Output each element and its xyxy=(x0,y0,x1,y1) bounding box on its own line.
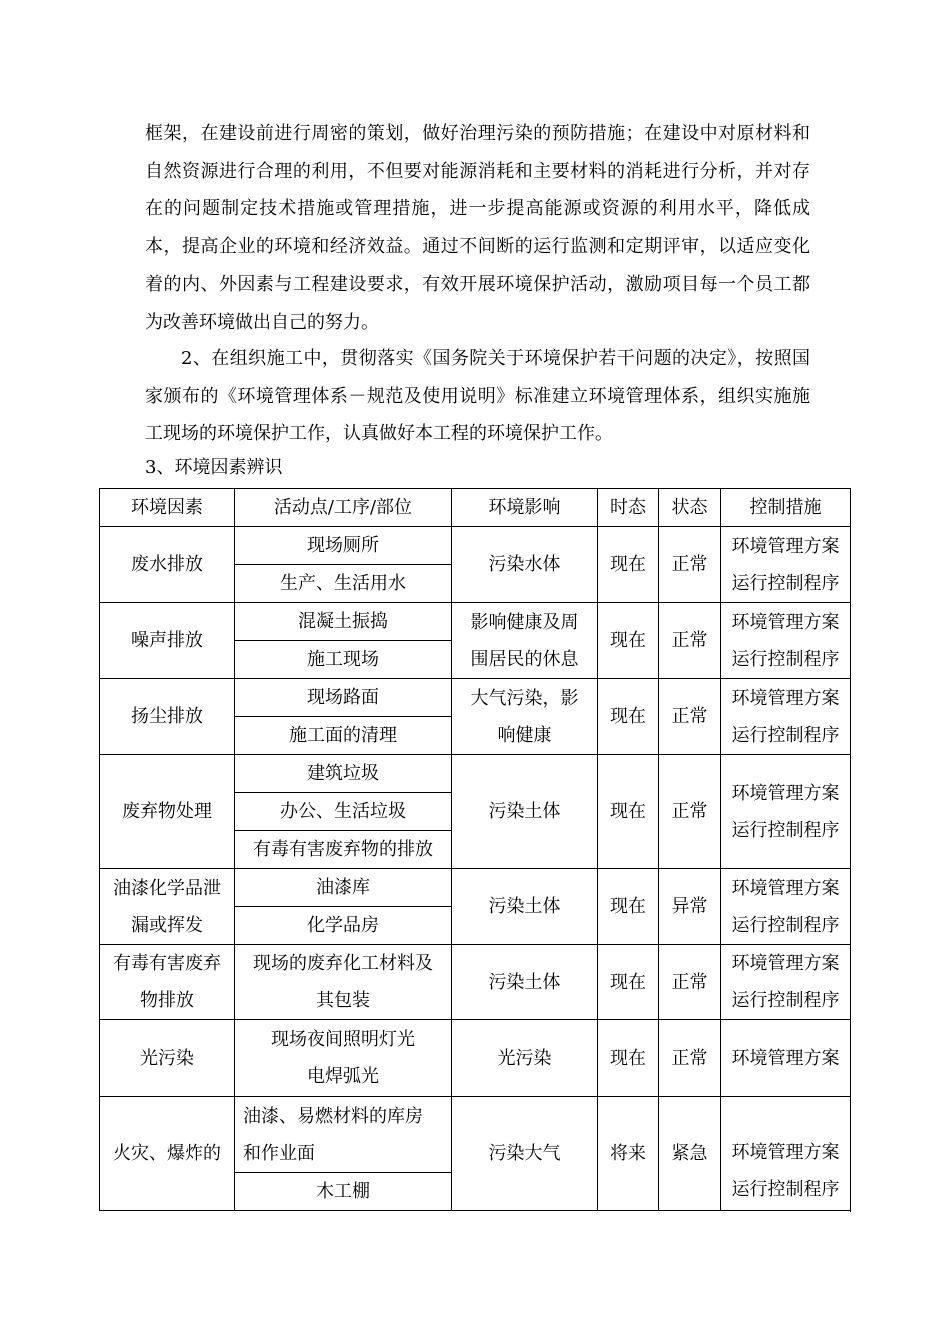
factor-line: 物排放 xyxy=(140,990,194,1011)
factor-cell: 噪声排放 xyxy=(100,603,235,679)
impact-line: 影响健康及周 xyxy=(470,611,579,633)
activity-cell: 办公、生活垃圾 xyxy=(235,793,452,831)
activity-cell: 有毒有害废弃物的排放 xyxy=(235,831,452,869)
control-line: 运行控制程序 xyxy=(731,1179,840,1200)
state-cell: 正常 xyxy=(659,603,721,679)
factor-line: 油漆化学品泄 xyxy=(113,877,221,899)
control-cell xyxy=(721,527,851,603)
activity-line: 现场夜间照明灯光 xyxy=(271,1029,415,1050)
activity-cell: 现场厕所 xyxy=(235,527,452,565)
state-cell: 正常 xyxy=(659,755,721,869)
state-cell: 正常 xyxy=(659,679,721,755)
impact-cell xyxy=(452,603,598,679)
activity-line: 电焊弧光 xyxy=(307,1066,379,1087)
control-cell xyxy=(721,1097,851,1211)
state-cell: 紧急 xyxy=(659,1097,721,1211)
tense-cell: 现在 xyxy=(598,755,659,869)
tense-cell: 现在 xyxy=(598,603,659,679)
activity-cell: 化学品房 xyxy=(235,907,452,945)
header-cell: 环境因素 xyxy=(100,489,235,527)
impact-line: 围居民的休息 xyxy=(470,648,579,670)
table-row xyxy=(100,603,851,641)
body-paragraph-2: 2、在组织施工中，贯彻落实《国务院关于环境保护若干问题的决定》，按照国家颁布的《环境管理体系－规范及使用说明》标准建立环境管理体系，组织实施施工现场的环境保护工作，认真做好本工程的环境保护工作。 xyxy=(145,348,810,445)
activity-cell: 建筑垃圾 xyxy=(235,755,452,793)
control-line: 运行控制程序 xyxy=(731,914,840,936)
control-line: 环境管理方案 xyxy=(731,611,840,633)
table-row xyxy=(100,945,851,1020)
activity-cell: 油漆库 xyxy=(235,869,452,907)
control-line: 环境管理方案 xyxy=(731,782,840,804)
impact-cell: 污染土体 xyxy=(452,945,598,1020)
control-line: 运行控制程序 xyxy=(731,819,840,841)
impact-line: 大气污染，影 xyxy=(470,687,579,709)
control-cell xyxy=(721,869,851,945)
activity-cell: 现场路面 xyxy=(235,679,452,717)
table-header-row xyxy=(100,489,851,527)
table-row xyxy=(100,679,851,717)
tense-cell: 现在 xyxy=(598,1020,659,1097)
activity-cell xyxy=(235,1097,452,1173)
state-cell: 正常 xyxy=(659,527,721,603)
table-row xyxy=(100,1097,851,1173)
tense-cell: 现在 xyxy=(598,527,659,603)
factor-line: 漏或挥发 xyxy=(131,914,203,936)
impact-cell: 污染水体 xyxy=(452,527,598,603)
activity-cell: 施工面的清理 xyxy=(235,717,452,755)
factor-cell: 扬尘排放 xyxy=(100,679,235,755)
activity-cell: 混凝土振捣 xyxy=(235,603,452,641)
table-row xyxy=(100,527,851,565)
table-double-border xyxy=(850,488,851,1212)
factor-cell: 废弃物处理 xyxy=(100,755,235,869)
tense-cell: 现在 xyxy=(598,945,659,1020)
impact-line: 响健康 xyxy=(497,724,552,746)
control-line: 运行控制程序 xyxy=(731,990,840,1011)
activity-cell: 生产、生活用水 xyxy=(235,565,452,603)
control-line: 环境管理方案 xyxy=(731,535,840,557)
factor-cell xyxy=(100,945,235,1020)
factor-line: 有毒有害废弃 xyxy=(113,953,221,974)
control-line: 环境管理方案 xyxy=(731,1142,840,1163)
activity-line: 其包装 xyxy=(316,990,370,1011)
table-row xyxy=(100,1020,851,1097)
control-cell xyxy=(721,755,851,869)
control-cell: 环境管理方案 xyxy=(721,1020,851,1097)
header-cell: 状态 xyxy=(659,489,721,527)
control-line: 环境管理方案 xyxy=(731,953,840,974)
body-paragraph-1: 框架，在建设前进行周密的策划，做好治理污染的预防措施；在建设中对原材料和自然资源进行合理的利用，不但要对能源消耗和主要材料的消耗进行分析，并对存在的问题制定技术措施或管理措施，进一步提高能源或资源的利用水平，降低成本，提高企业的环境和经济效益。通过不间断的运行监测和定期评审，以适应变化着的内、外因素与工程建设要求，有效开展环境保护活动，激励项目每一个员工都为改善环境做出自己的努力。 xyxy=(145,123,810,333)
activity-line: 油漆、易燃材料的库房 xyxy=(243,1105,423,1127)
activity-line: 现场的废弃化工材料及 xyxy=(253,953,433,974)
activity-cell xyxy=(235,945,452,1020)
environmental-factors-table xyxy=(99,488,851,1211)
tense-cell: 现在 xyxy=(598,869,659,945)
control-cell xyxy=(721,603,851,679)
activity-cell xyxy=(235,1020,452,1097)
state-cell: 异常 xyxy=(659,869,721,945)
factor-cell: 光污染 xyxy=(100,1020,235,1097)
table-row xyxy=(100,869,851,907)
control-line: 环境管理方案 xyxy=(731,687,840,709)
activity-line: 和作业面 xyxy=(243,1142,315,1164)
activity-cell: 施工现场 xyxy=(235,641,452,679)
header-cell: 控制措施 xyxy=(721,489,851,527)
factor-cell: 废水排放 xyxy=(100,527,235,603)
control-line: 运行控制程序 xyxy=(731,648,840,670)
impact-cell: 污染大气 xyxy=(452,1097,598,1211)
tense-cell: 将来 xyxy=(598,1097,659,1211)
state-cell: 正常 xyxy=(659,945,721,1020)
table-row xyxy=(100,755,851,793)
impact-cell: 污染土体 xyxy=(452,755,598,869)
section-heading: 3、环境因素辨识 xyxy=(145,457,283,478)
control-line: 环境管理方案 xyxy=(731,877,840,899)
header-cell: 活动点/工序/部位 xyxy=(235,489,452,527)
tense-cell: 现在 xyxy=(598,679,659,755)
control-line: 运行控制程序 xyxy=(731,572,840,594)
factor-cell xyxy=(100,869,235,945)
factor-cell: 火灾、爆炸的 xyxy=(100,1097,235,1211)
impact-cell: 污染土体 xyxy=(452,869,598,945)
activity-cell: 木工棚 xyxy=(235,1173,452,1211)
control-cell xyxy=(721,679,851,755)
impact-cell xyxy=(452,679,598,755)
header-cell: 环境影响 xyxy=(452,489,598,527)
control-cell xyxy=(721,945,851,1020)
state-cell: 正常 xyxy=(659,1020,721,1097)
header-cell: 时态 xyxy=(598,489,659,527)
control-line: 运行控制程序 xyxy=(731,724,840,746)
impact-cell: 光污染 xyxy=(452,1020,598,1097)
